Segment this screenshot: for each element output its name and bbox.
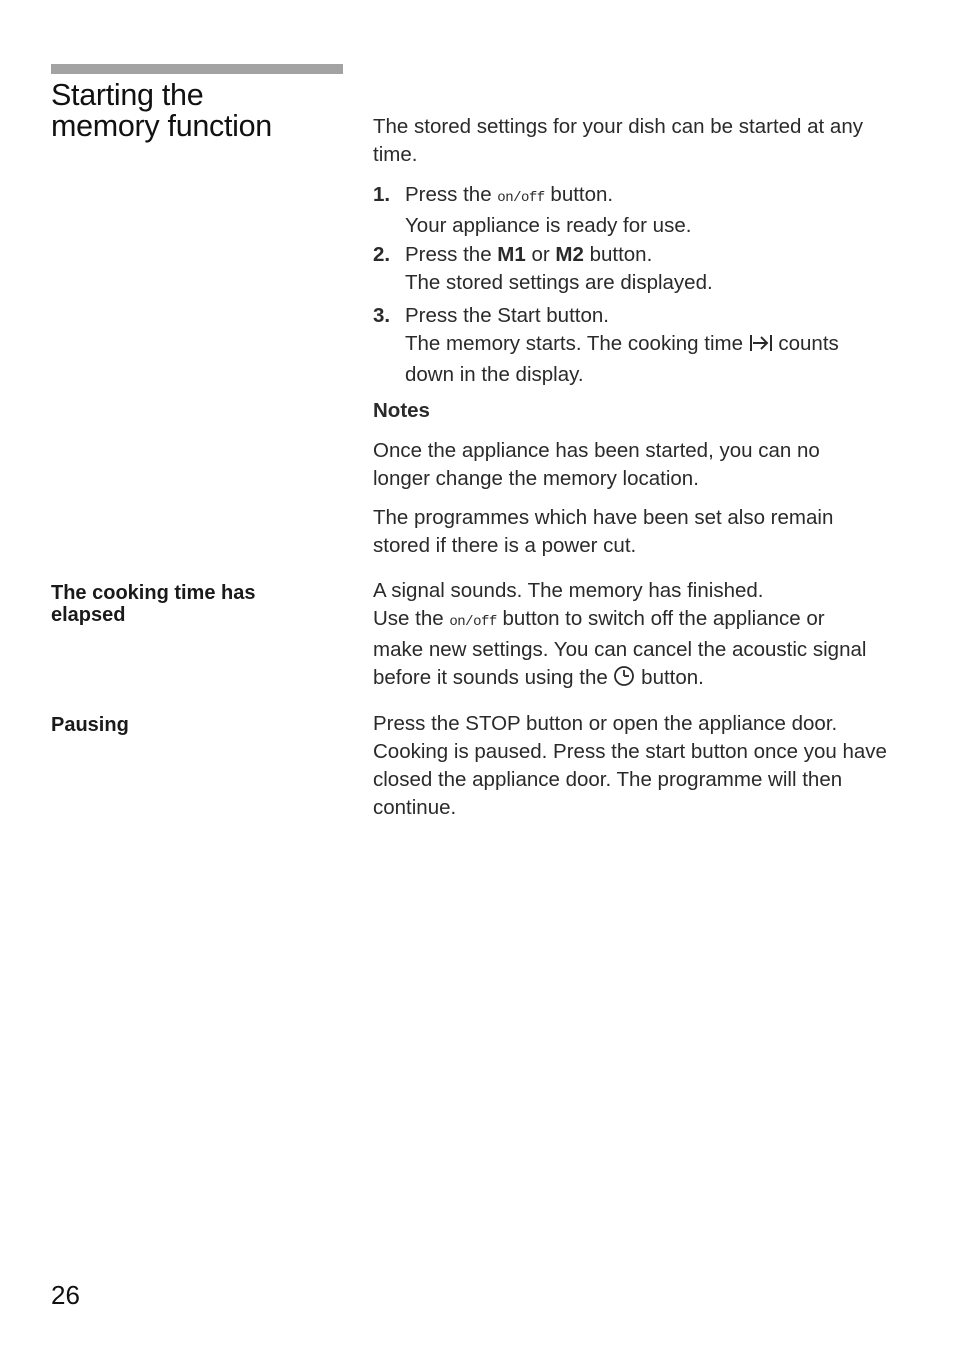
note-1: Once the appliance has been started, you can no longer change the memory location. (373, 439, 820, 490)
cooking-time-icon (749, 333, 773, 361)
elapsed-line-2: Use the on/off button to switch off the appliance or make new settings. You can cancel the acoustic signal before it sounds using the button. (373, 605, 873, 695)
note-2: The programmes which have been set also remain stored if there is a power cut. (373, 506, 834, 557)
elapsed-heading: The cooking time has elapsed (51, 582, 256, 626)
pausing-heading: Pausing (51, 714, 129, 736)
step-1-result: Your appliance is ready for use. (405, 214, 692, 237)
heading-rule (51, 64, 343, 74)
step-3-number: 3. (373, 304, 391, 327)
on-off-button-label: on/off (497, 190, 545, 206)
step-2-number: 2. (373, 243, 391, 266)
step-1-number: 1. (373, 183, 391, 206)
step-3 (373, 302, 903, 389)
step-2-result: The stored settings are displayed. (405, 271, 713, 294)
page-title (51, 80, 351, 142)
pausing-paragraph: Press the STOP button or open the appliance door. Cooking is paused. Press the start button once you have closed the appliance door. The programme will then continue. (373, 712, 887, 819)
page-number: 26 (51, 1280, 80, 1310)
step-1: 1. Press the on/off button. Your appliance is ready for use. (373, 181, 903, 240)
elapsed-line-1: A signal sounds. The memory has finished. (373, 579, 764, 602)
step-2: 2. Press the M1 or M2 button. The stored settings are displayed. (373, 241, 903, 297)
m2-button-label: M2 (555, 243, 584, 266)
m1-button-label: M1 (497, 243, 526, 266)
elapsed-paragraph (373, 577, 873, 695)
step-3-result: The memory starts. The cooking time counts down in the display. (405, 332, 839, 386)
clock-icon (613, 665, 635, 695)
notes-heading: Notes (373, 399, 430, 422)
on-off-button-label: on/off (449, 614, 497, 630)
step-3-text: Press the Start button. (405, 304, 609, 327)
intro-paragraph: The stored settings for your dish can be started at any time. (373, 115, 863, 166)
title-line-2: memory function (51, 109, 272, 143)
title-line-1: Starting the (51, 78, 204, 112)
